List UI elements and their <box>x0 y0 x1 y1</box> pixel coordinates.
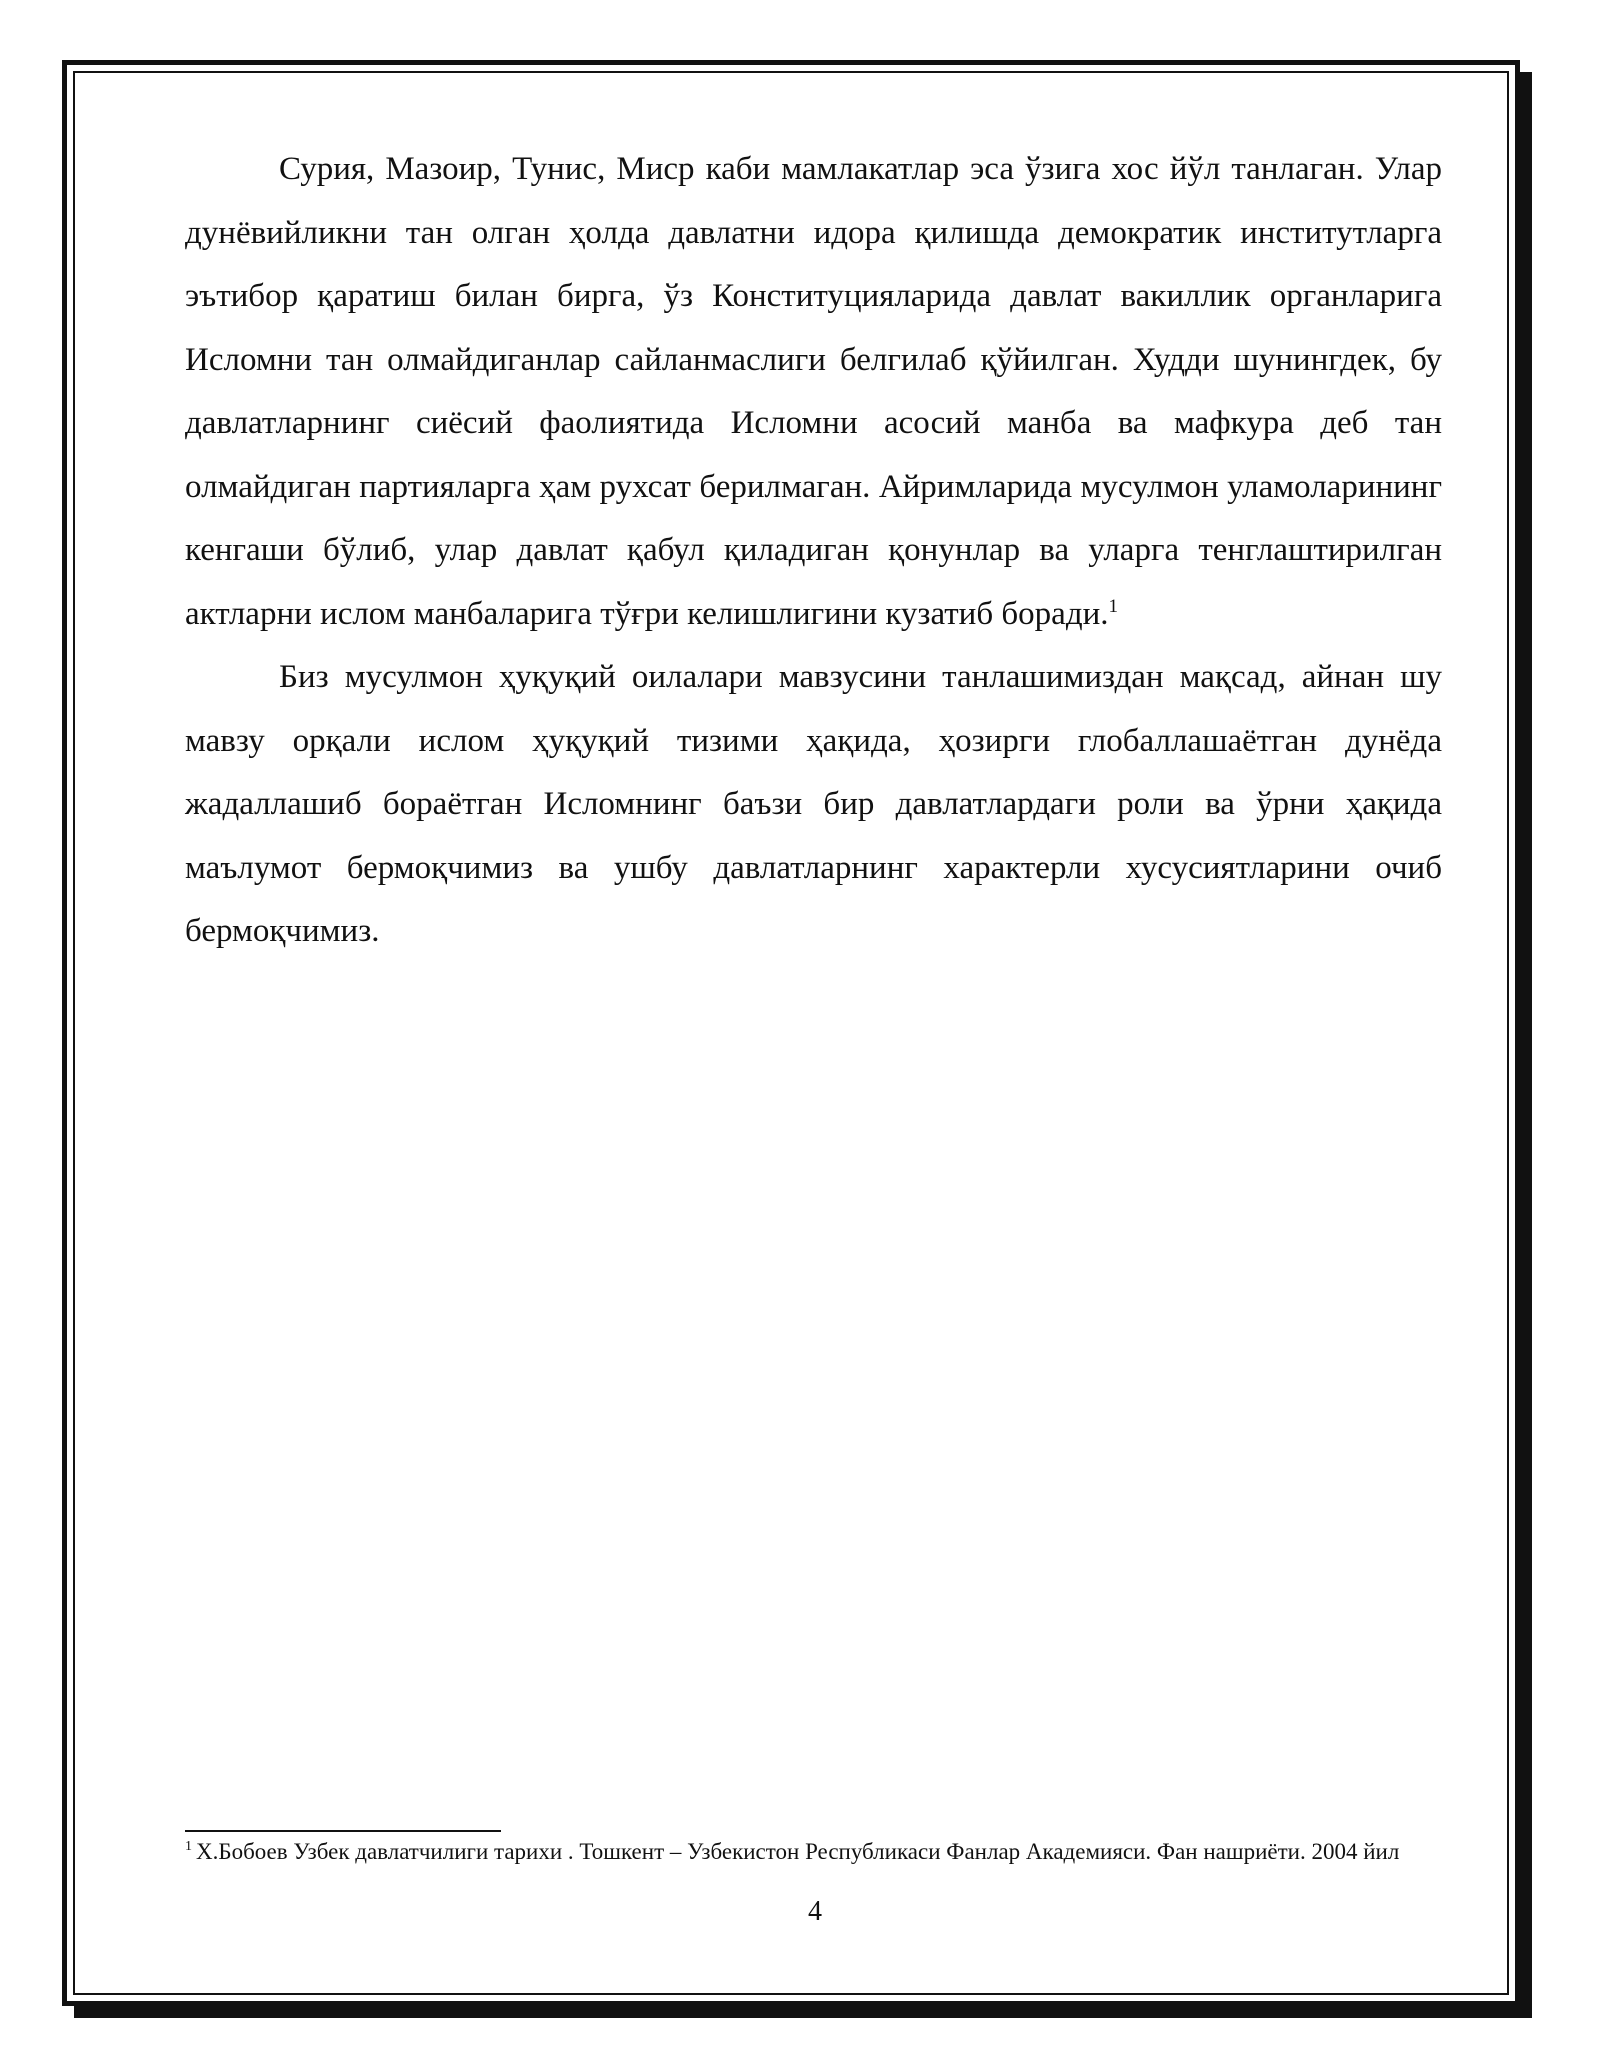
footnote-separator <box>185 1830 501 1832</box>
footnote-text: Х.Бобоев Узбек давлатчилиги тарихи . Тошкент – Узбекистон Республикаси Фанлар Академияси. Фан нашриёти. 2004 йил <box>196 1839 1400 1864</box>
footnote-number: 1 <box>185 1839 192 1855</box>
page-number: 4 <box>808 1896 822 1927</box>
paragraph-2 <box>185 646 1442 964</box>
paragraph-2-text: Биз мусулмон ҳуқуқий оилалари мавзусини танлашимиздан мақсад, айнан шу мавзу орқали ислом ҳуқуқий тизими ҳақида, ҳозирги глобаллашаётган дунёда жадаллашиб бораётган Исломнинг баъзи бир давлатлардаги роли ва ўрни ҳақида маълумот бермоқчимиз ва ушбу давлатларнинг характерли хусусиятларини очиб бермоқчимиз. <box>185 659 1442 949</box>
paragraph-1 <box>185 138 1442 646</box>
footnote-reference[interactable]: 1 <box>1108 595 1119 617</box>
body-text <box>185 138 1442 964</box>
paragraph-1-text: Сурия, Мазоир, Тунис, Миср каби мамлакатлар эса ўзига хос йўл танлаган. Улар дунёвийликни тан олган ҳолда давлатни идора қилишда демократик институтларга эътибор қаратиш билан бирга, ўз Конституцияларида давлат вакиллик органларига Исломни тан олмайдиганлар сайланмаслиги белгилаб қўйилган. Худди шунингдек, бу давлатларнинг сиёсий фаолиятида Исломни асосий манба ва мафкура деб тан олмайдиган партияларга ҳам рухсат берилмаган. Айримларида мусулмон уламоларининг кенгаши бўлиб, улар давлат қабул қиладиган қонунлар ва уларга тенглаштирилган актларни ислом манбаларига тўғри келишлигини кузатиб боради. <box>185 151 1442 632</box>
footnote <box>185 1836 1442 1868</box>
